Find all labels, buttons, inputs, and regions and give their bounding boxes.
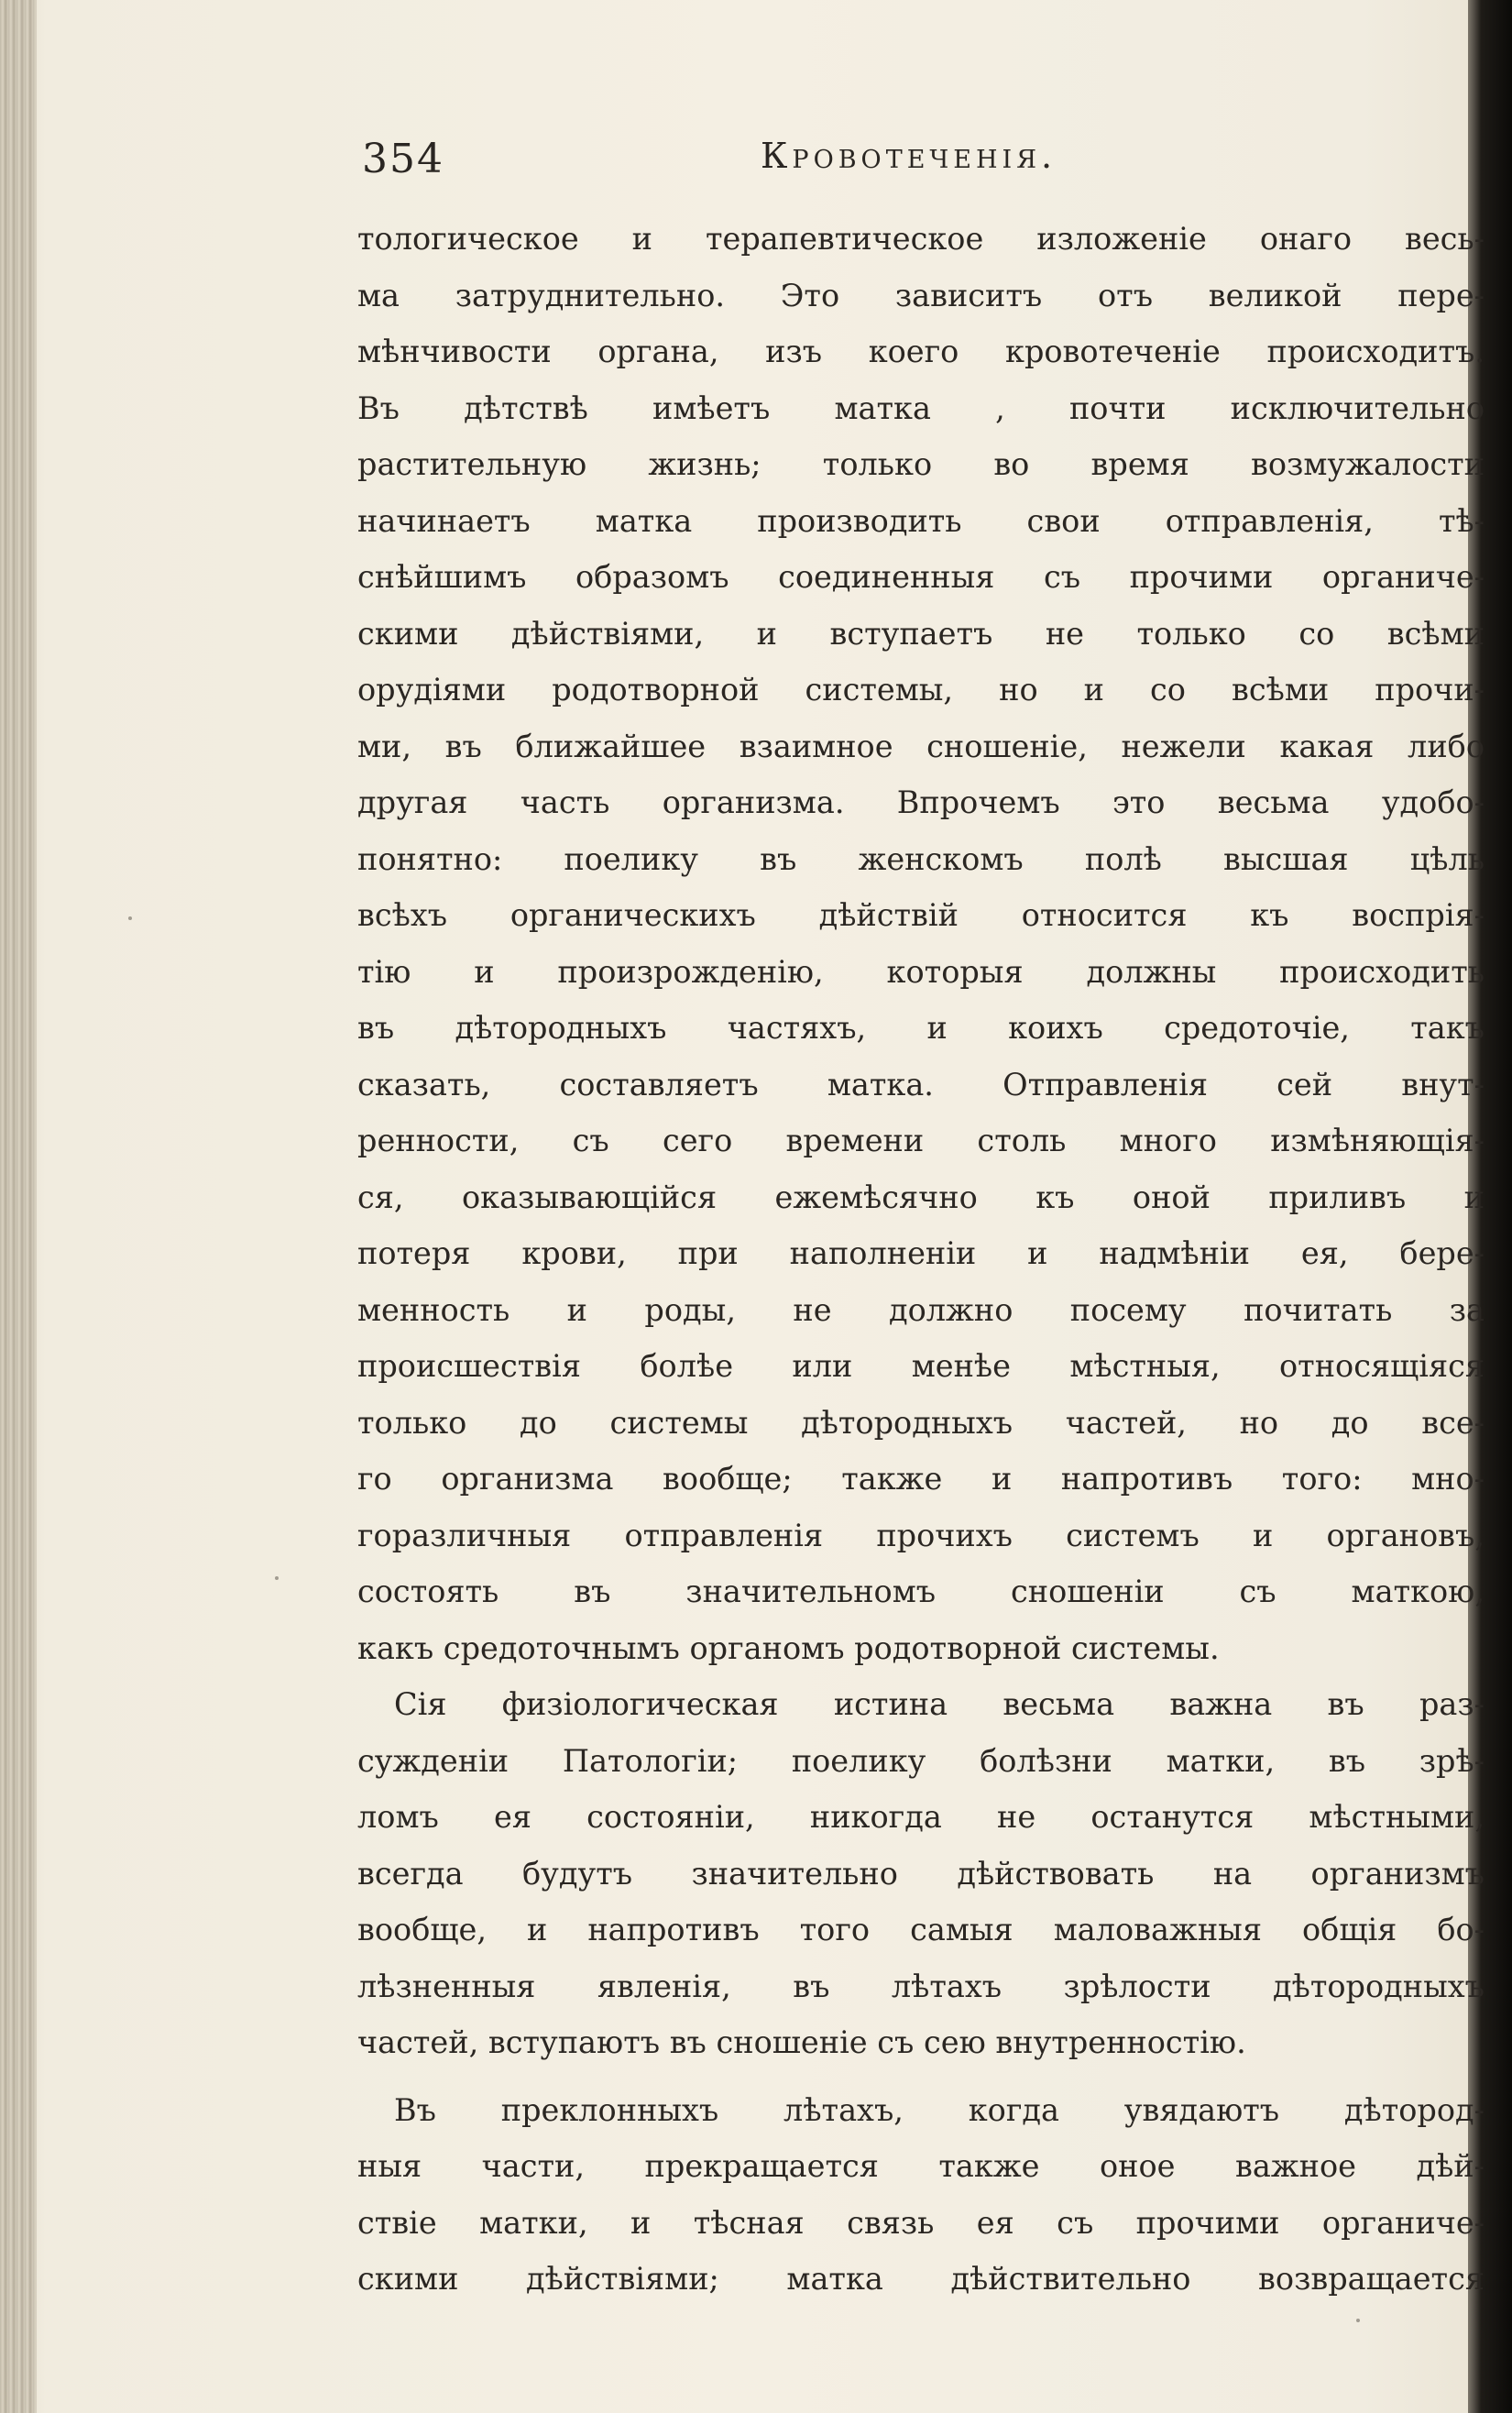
text-line: ми, въ ближайшее взаимное сношеніе, нежели какая либо	[357, 728, 1485, 764]
text-line: состоять въ значительномъ сношеніи съ маткою,	[357, 1574, 1485, 1609]
text-line: менность и роды, не должно посему почитать за	[357, 1291, 1485, 1328]
text-line: тологическое и терапевтическое изложеніе онаго весь-	[357, 221, 1485, 257]
text-line: го организма вообще; также и напротивъ того: мно-	[357, 1461, 1485, 1497]
text-line: какъ средоточнымъ органомъ родотворной системы.	[357, 1629, 1220, 1666]
running-title: Кровотеченія.	[761, 136, 1057, 176]
paper-speck	[128, 916, 132, 920]
text-line: сужденіи Патологіи; поелику болѣзни матки, въ зрѣ-	[357, 1742, 1485, 1779]
page-binding-edge	[0, 0, 37, 2413]
text-line: частей, вступаютъ въ сношеніе съ сею внутренностію.	[357, 2024, 1246, 2060]
text-line: понятно: поелику въ женскомъ полѣ высшая цѣль	[357, 840, 1485, 877]
text-line: только до системы дѣтородныхъ частей, но до все-	[357, 1404, 1485, 1441]
text-line: ствіе матки, и тѣсная связь ея съ прочими органиче-	[357, 2204, 1485, 2241]
text-line: ся, оказывающійся ежемѣсячно къ оной приливъ и	[357, 1179, 1485, 1215]
text-line: скими дѣйствіями, и вступаетъ не только со всѣми	[357, 615, 1485, 652]
text-line: ма затруднительно. Это зависитъ отъ великой пере-	[357, 277, 1485, 313]
text-line: ломъ ея состояніи, никогда не останутся мѣстными,	[357, 1799, 1485, 1835]
body-text	[357, 211, 1485, 2308]
text-line: лѣзненныя явленія, въ лѣтахъ зрѣлости дѣтородныхъ	[357, 1968, 1485, 2004]
text-line: происшествія болѣе или менѣе мѣстныя, относящіяся	[357, 1348, 1485, 1384]
page-number: 354	[362, 136, 444, 182]
text-line: въ дѣторoдныхъ частяхъ, и коихъ средоточіе, такъ	[357, 1010, 1485, 1046]
text-line: горазличныя отправленія прочихъ системъ и органовъ,	[357, 1517, 1485, 1553]
text-line: всѣхъ органическихъ дѣйствій относится къ воспрія-	[357, 897, 1485, 933]
text-line: другая часть организма. Впрочемъ это весьма удобо-	[357, 784, 1485, 820]
paper-speck	[1356, 2319, 1360, 2322]
text-line: скими дѣйствіями; матка дѣйствительно возвращается	[357, 2261, 1485, 2297]
paragraph-start-line: Въ преклонныхъ лѣтахъ, когда увядаютъ дѣторoд-	[394, 2091, 1485, 2128]
paper-speck	[275, 1576, 279, 1580]
paragraph-start-line: Сія физіологическая истина весьма важна въ раз-	[394, 1686, 1485, 1722]
text-line: потеря крови, при наполненіи и надмѣніи ея, бере-	[357, 1235, 1485, 1271]
text-line: начинаетъ матка производить свои отправленія, тѣ-	[357, 502, 1485, 539]
text-line: мѣнчивости органа, изъ коего кровотеченіе происходитъ.	[357, 334, 1485, 369]
text-line: сказать, составляетъ матка. Отправленія сей внут-	[357, 1066, 1485, 1102]
text-line: всегда будутъ значительно дѣйствовать на организмъ	[357, 1855, 1485, 1892]
text-line: тію и произрожденію, которыя должны происходить	[357, 953, 1485, 990]
text-line: снѣйшимъ образомъ соединенныя съ прочими органиче-	[357, 559, 1485, 595]
text-line: Въ дѣтствѣ имѣетъ матка , почти исключительно	[357, 389, 1485, 426]
text-line: вообще, и напротивъ того самыя маловажныя общія бо-	[357, 1912, 1485, 1947]
text-line: орудіями родотворной системы, но и со всѣми прочи-	[357, 672, 1485, 707]
text-line: ренности, съ сего времени столь много измѣняющія-	[357, 1123, 1485, 1158]
text-line: растительную жизнь; только во время возмужалости	[357, 446, 1485, 482]
text-line: ныя части, прекращается также оное важное дѣй-	[357, 2148, 1485, 2184]
